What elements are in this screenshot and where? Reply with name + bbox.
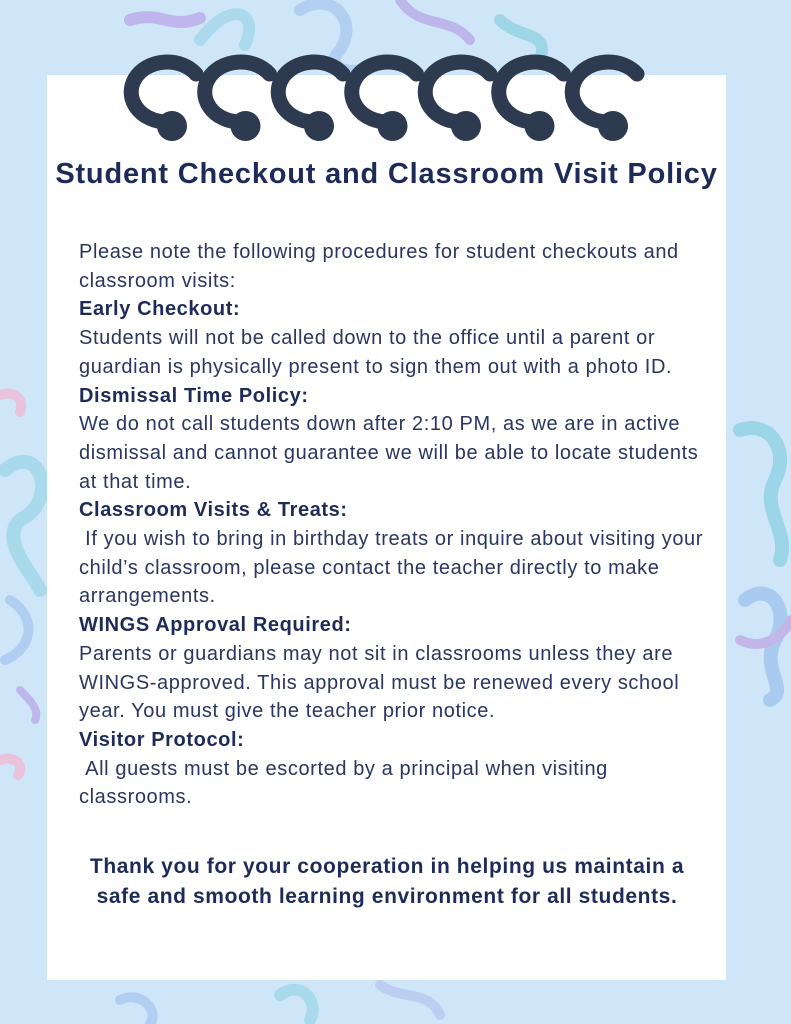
section-text-classroom-visits: If you wish to bring in birthday treats or inquire about visiting your child’s classroom, please contact the teacher directly to make arrangements. xyxy=(79,528,710,608)
section-heading-visitor-protocol: Visitor Protocol: xyxy=(79,728,245,751)
notebook-ring-icon xyxy=(499,62,564,141)
section-heading-early-checkout: Early Checkout: xyxy=(79,298,241,321)
notebook-ring-icon xyxy=(278,62,343,141)
section-heading-wings-approval: WINGS Approval Required: xyxy=(79,614,352,637)
notebook-ring-icon xyxy=(572,62,637,141)
section-text-dismissal-time: We do not call students down after 2:10 PM, as we are in active dismissal and cannot guarantee we will be able to locate students at that time. xyxy=(79,413,699,493)
notebook-ring-icon xyxy=(205,62,270,141)
notebook-ring-icon xyxy=(131,62,196,141)
section-text-early-checkout: Students will not be called down to the office until a parent or guardian is physically present to sign them out with a photo ID. xyxy=(79,327,673,378)
notebook-ring-icon xyxy=(425,62,490,141)
section-heading-classroom-visits: Classroom Visits & Treats: xyxy=(79,499,348,522)
policy-body xyxy=(79,238,709,812)
intro-text: Please note the following procedures for student checkouts and classroom visits: xyxy=(79,241,679,292)
closing-message: Thank you for your cooperation in helping us maintain a safe and smooth learning environment for all students. xyxy=(89,855,685,908)
section-text-wings-approval: Parents or guardians may not sit in classrooms unless they are WINGS-approved. This approval must be renewed every school year. You must give the teacher prior notice. xyxy=(79,642,680,723)
binder-rings xyxy=(0,0,791,160)
section-heading-dismissal-time: Dismissal Time Policy: xyxy=(79,384,309,407)
page-title: Student Checkout and Classroom Visit Policy xyxy=(55,158,718,190)
notebook-ring-icon xyxy=(352,62,417,141)
section-text-visitor-protocol: All guests must be escorted by a principal when visiting classrooms. xyxy=(79,757,615,809)
